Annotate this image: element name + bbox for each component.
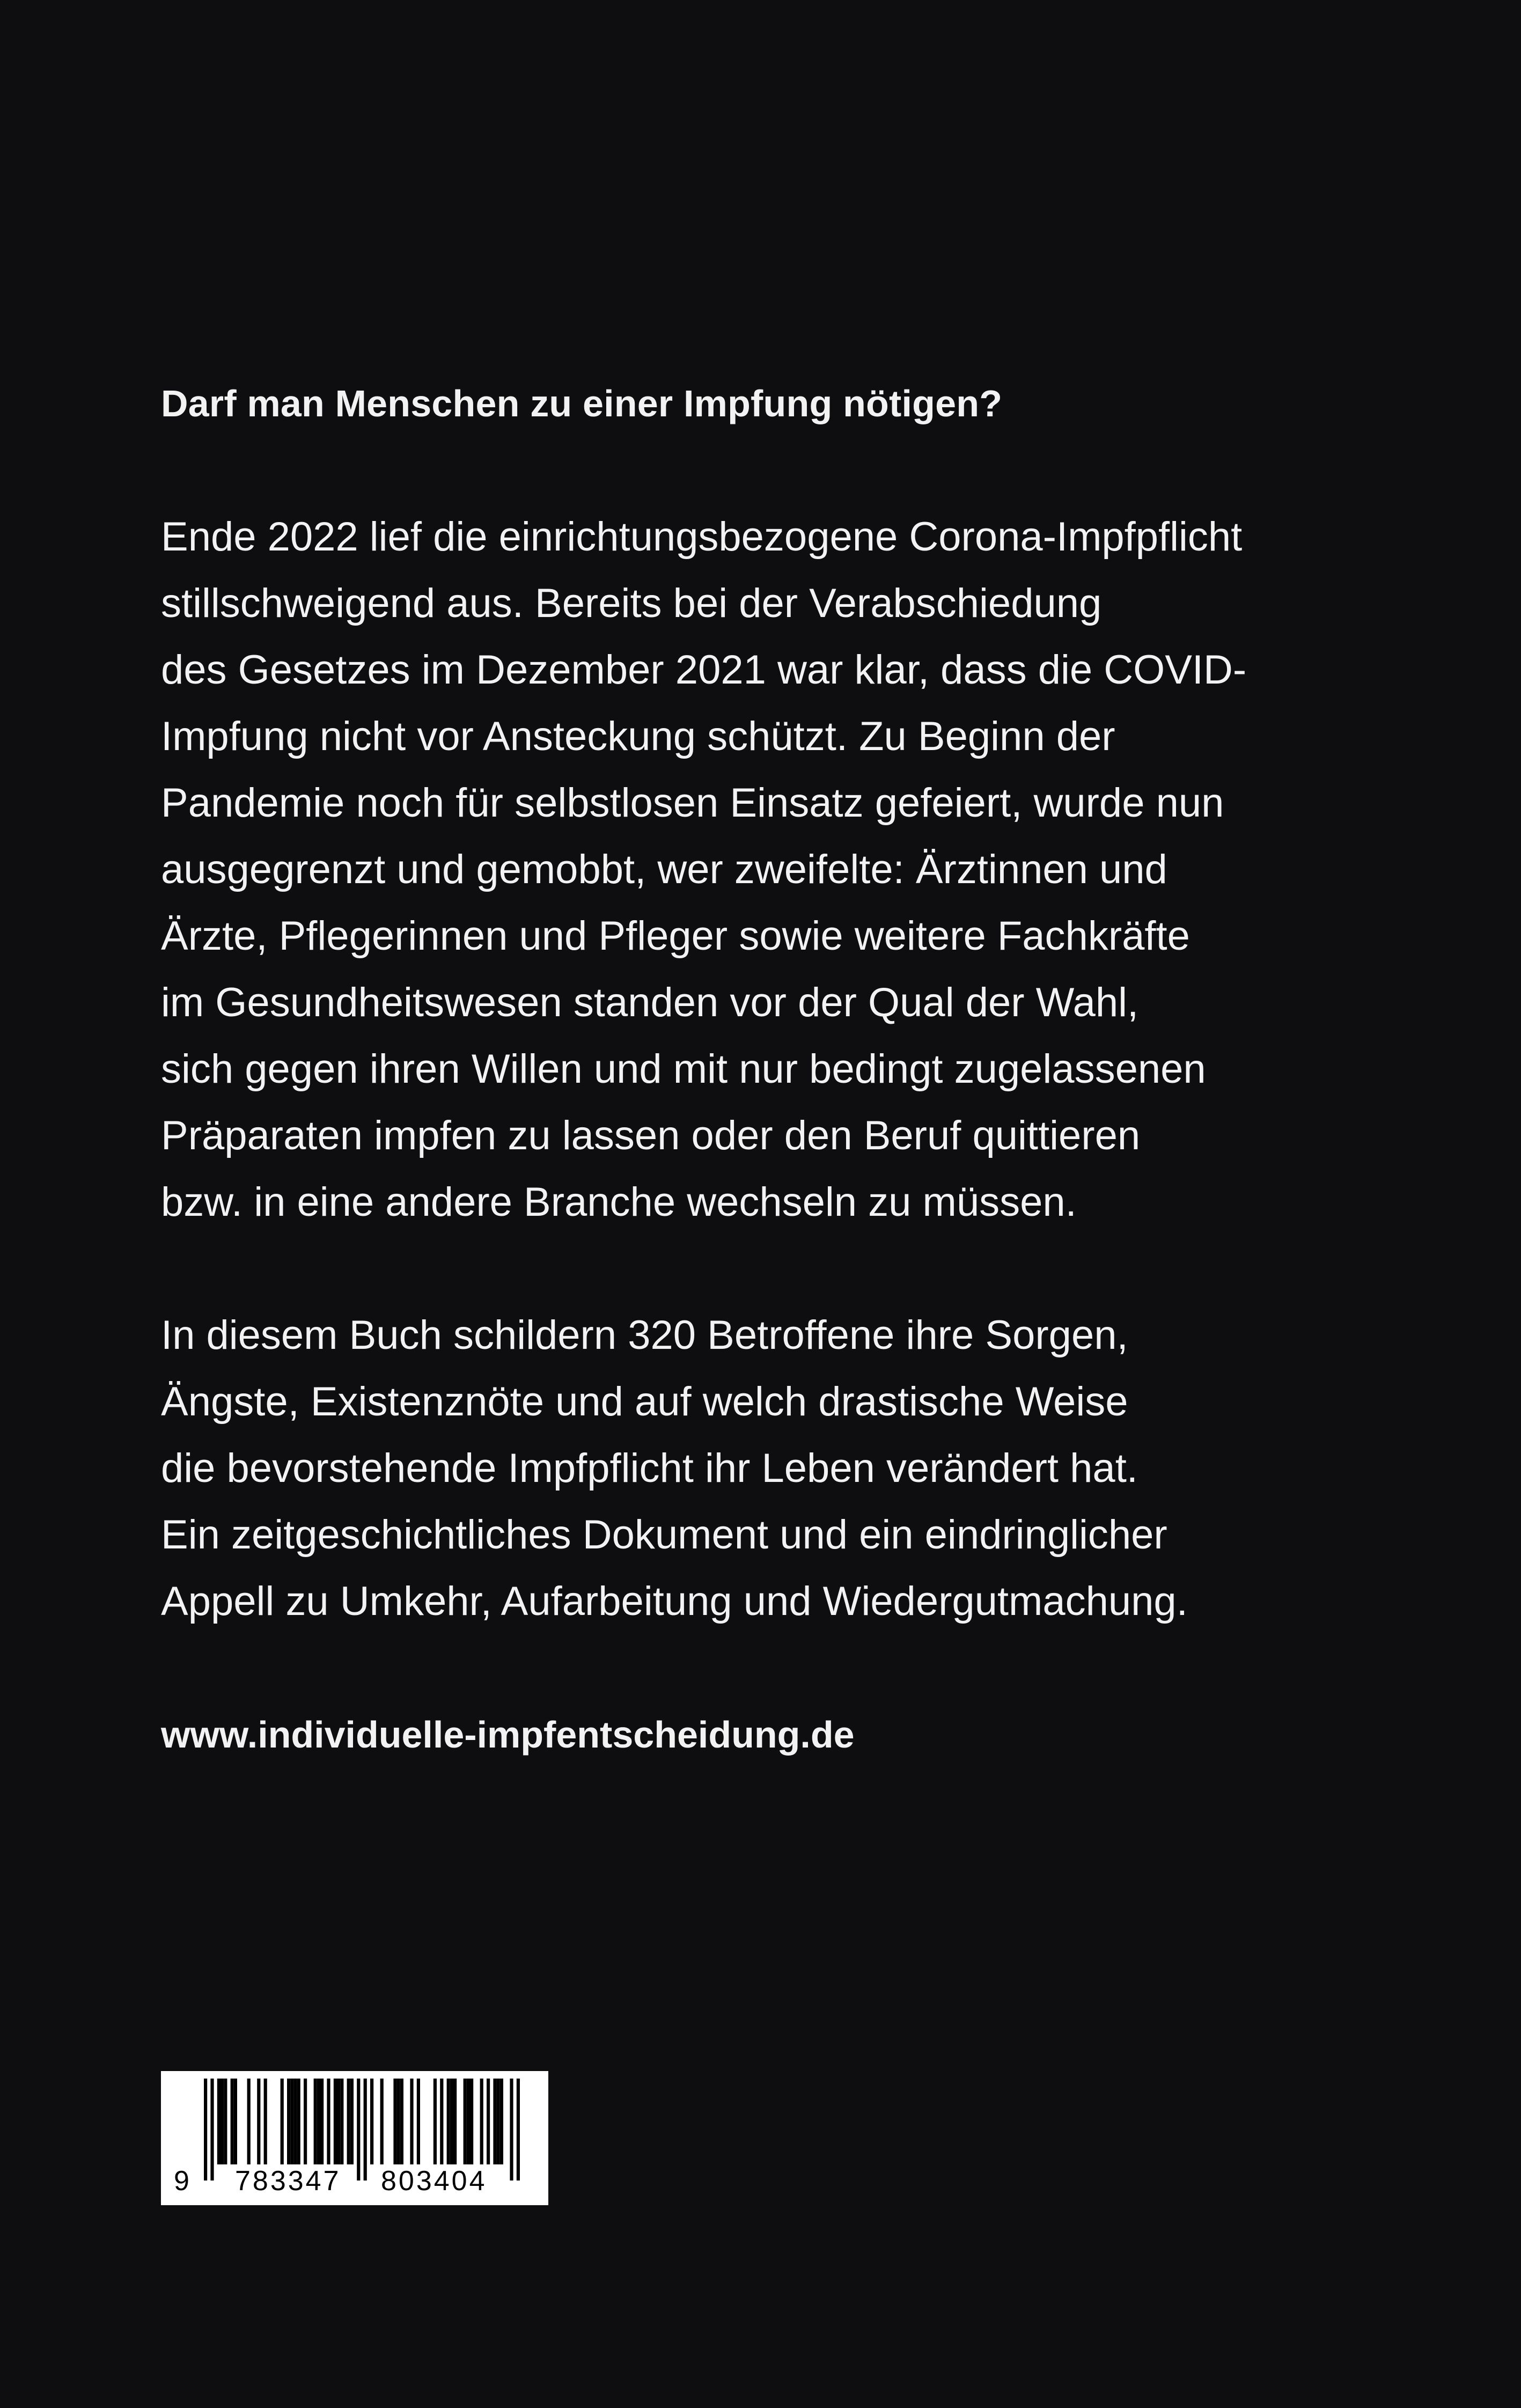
barcode-bar: [497, 2079, 500, 2164]
barcode-bar: [417, 2079, 420, 2164]
paragraph-1-line: stillschweigend aus. Bereits bei der Verabschiedung: [161, 581, 1102, 626]
barcode-bar: [340, 2079, 343, 2164]
paragraph-1: [161, 504, 1395, 1236]
paragraph-2-line: Ein zeitgeschichtliches Dokument und ein eindringlicher: [161, 1512, 1167, 1558]
barcode-bar: [297, 2079, 300, 2164]
website-url: www.individuelle-impfentscheidung.de: [161, 1714, 855, 1756]
barcode-lead-digit: 9: [174, 2165, 189, 2197]
headline: Darf man Menschen zu einer Impfung nötigen?: [161, 383, 1003, 424]
isbn-barcode: [161, 2071, 548, 2205]
barcode-bar: [314, 2079, 317, 2164]
barcode-bar: [281, 2079, 284, 2164]
barcode-bar: [350, 2079, 354, 2164]
barcode-bar: [257, 2079, 260, 2164]
paragraph-2-line: Ängste, Existenznöte und auf welch drastische Weise: [161, 1379, 1128, 1425]
barcode-bar: [400, 2079, 403, 2164]
paragraph-2-line: Appell zu Umkehr, Aufarbeitung und Wiedergutmachung.: [161, 1579, 1188, 1624]
barcode-bar: [447, 2079, 450, 2164]
barcode-bar: [221, 2079, 224, 2164]
barcode-bar: [304, 2079, 307, 2164]
paragraph-1-line: Impfung nicht vor Ansteckung schützt. Zu Beginn der: [161, 714, 1115, 759]
paragraph-1-line: bzw. in eine andere Branche wechseln zu müssen.: [161, 1179, 1077, 1225]
paragraph-2: [161, 1302, 1395, 1635]
barcode-bar: [287, 2079, 290, 2164]
barcode-bar: [500, 2079, 503, 2164]
paragraph-1-line: des Gesetzes im Dezember 2021 war klar, dass die COVID-: [161, 647, 1247, 693]
blurb-text-block: [161, 370, 1395, 1768]
barcode-bar: [470, 2079, 473, 2164]
barcode-bar: [247, 2079, 251, 2164]
paragraph-1-line: Präparaten impfen zu lassen oder den Beruf quittieren: [161, 1113, 1141, 1158]
barcode-bar: [264, 2079, 267, 2164]
barcode-bar: [370, 2079, 373, 2164]
barcode-bar: [493, 2079, 496, 2164]
barcode-bar: [440, 2079, 443, 2164]
barcode-digits: [161, 2162, 548, 2200]
barcode-bar: [327, 2079, 330, 2164]
barcode-bar: [234, 2079, 237, 2164]
barcode-bar: [433, 2079, 437, 2164]
barcode-bar: [397, 2079, 400, 2164]
paragraph-1-line: im Gesundheitswesen standen vor der Qual der Wahl,: [161, 980, 1139, 1025]
paragraph-2-line: In diesem Buch schildern 320 Betroffene ihre Sorgen,: [161, 1312, 1128, 1358]
barcode-bar: [290, 2079, 293, 2164]
paragraph-1-line: Pandemie noch für selbstlosen Einsatz gefeiert, wurde nun: [161, 780, 1224, 826]
barcode-bar: [347, 2079, 350, 2164]
paragraph-1-line: Ärzte, Pflegerinnen und Pfleger sowie weitere Fachkräfte: [161, 913, 1190, 959]
barcode-bar: [217, 2079, 221, 2164]
barcode-left-group: 783347: [235, 2165, 341, 2197]
barcode-bar: [320, 2079, 324, 2164]
barcode-bar: [231, 2079, 234, 2164]
barcode-bar: [467, 2079, 470, 2164]
paragraph-2-line: die bevorstehende Impfpflicht ihr Leben verändert hat.: [161, 1445, 1138, 1491]
barcode-right-group: 803404: [381, 2165, 487, 2197]
barcode-bar: [224, 2079, 227, 2164]
barcode-bar: [487, 2079, 490, 2164]
barcode-bar: [480, 2079, 483, 2164]
barcode-bar: [317, 2079, 320, 2164]
barcode-bar: [453, 2079, 457, 2164]
barcode-bar: [337, 2079, 340, 2164]
barcode-bar: [380, 2079, 384, 2164]
barcode-bar: [464, 2079, 467, 2164]
barcode-bar: [334, 2079, 337, 2164]
paragraph-1-line: Ende 2022 lief die einrichtungsbezogene Corona-Impfpflicht: [161, 514, 1243, 560]
barcode-bar: [410, 2079, 413, 2164]
barcode-bar: [293, 2079, 297, 2164]
barcode-bar: [450, 2079, 453, 2164]
paragraph-1-line: sich gegen ihren Willen und mit nur bedingt zugelassenen: [161, 1046, 1206, 1092]
paragraph-1-line: ausgegrenzt und gemobbt, wer zweifelte: Ärztinnen und: [161, 847, 1167, 892]
barcode-bar: [393, 2079, 396, 2164]
